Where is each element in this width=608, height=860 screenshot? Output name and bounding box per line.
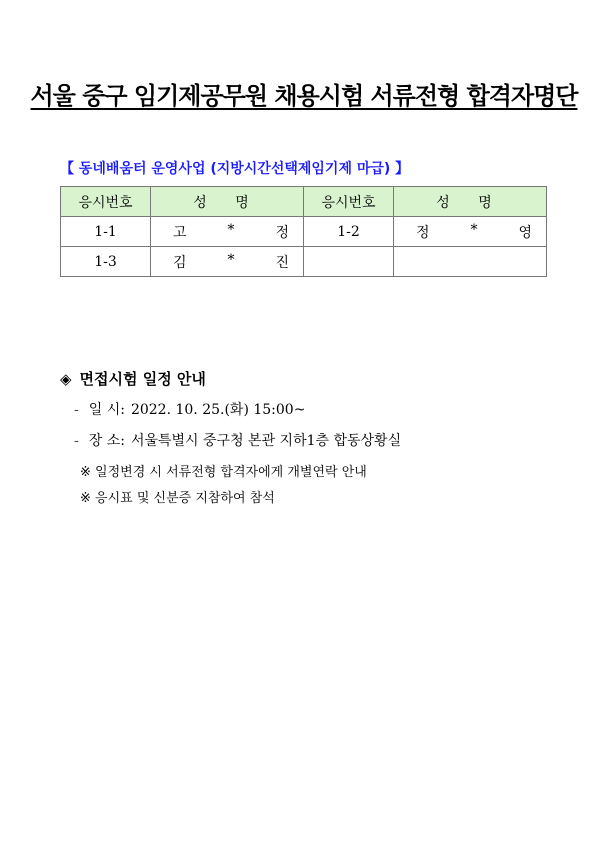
diamond-bullet-icon: ◈ [60,370,72,388]
interview-datetime [74,399,305,419]
name-cell [151,247,304,277]
table-row [61,217,547,247]
datetime-label: 일 시: [88,402,125,418]
header-name [151,187,304,217]
table-row [61,247,547,277]
name-part: 김 [173,254,187,271]
header-name-text: 성 명 [193,194,261,211]
name-cell [394,217,547,247]
note-bring-id: ※ 응시표 및 신분증 지참하여 참석 [80,491,275,506]
header-exam-number: 응시번호 [61,187,151,217]
roster-table [60,186,547,277]
interview-place [74,430,401,450]
dash-bullet: - [74,402,79,418]
name-cell-empty [394,247,547,277]
header-name [394,187,547,217]
name-part: * [470,221,478,238]
place-label: 장 소: [88,433,125,449]
note-schedule-change: ※ 일정변경 시 서류전형 합격자에게 개별연락 안내 [80,465,367,480]
exam-number-cell: 1-3 [61,247,151,277]
document-title-text: 서울 중구 임기제공무원 채용시험 서류전형 합격자명단 [30,82,578,110]
exam-number-cell: 1-1 [61,217,151,247]
table-header-row [61,187,547,217]
document-title [0,76,608,111]
place-value: 서울특별시 중구청 본관 지하1층 합동상황실 [130,433,402,449]
name-part: 정 [275,224,289,241]
exam-number-cell: 1-2 [304,217,394,247]
name-part: 정 [416,224,430,241]
name-part: * [227,221,235,238]
notice-heading [60,368,206,389]
header-exam-number: 응시번호 [304,187,394,217]
section-label: 【 동네배움터 운영사업 (지방시간선택제임기제 마급) 】 [60,161,410,177]
name-part: 영 [518,224,532,241]
notice-heading-text: 면접시험 일정 안내 [79,370,206,388]
dash-bullet: - [74,433,79,449]
exam-number-cell-empty [304,247,394,277]
datetime-value: 2022. 10. 25.(화) 15:00~ [130,402,306,418]
name-part: 고 [173,224,187,241]
header-name-text: 성 명 [436,194,504,211]
name-part: * [227,251,235,268]
name-part: 진 [275,254,289,271]
name-cell [151,217,304,247]
